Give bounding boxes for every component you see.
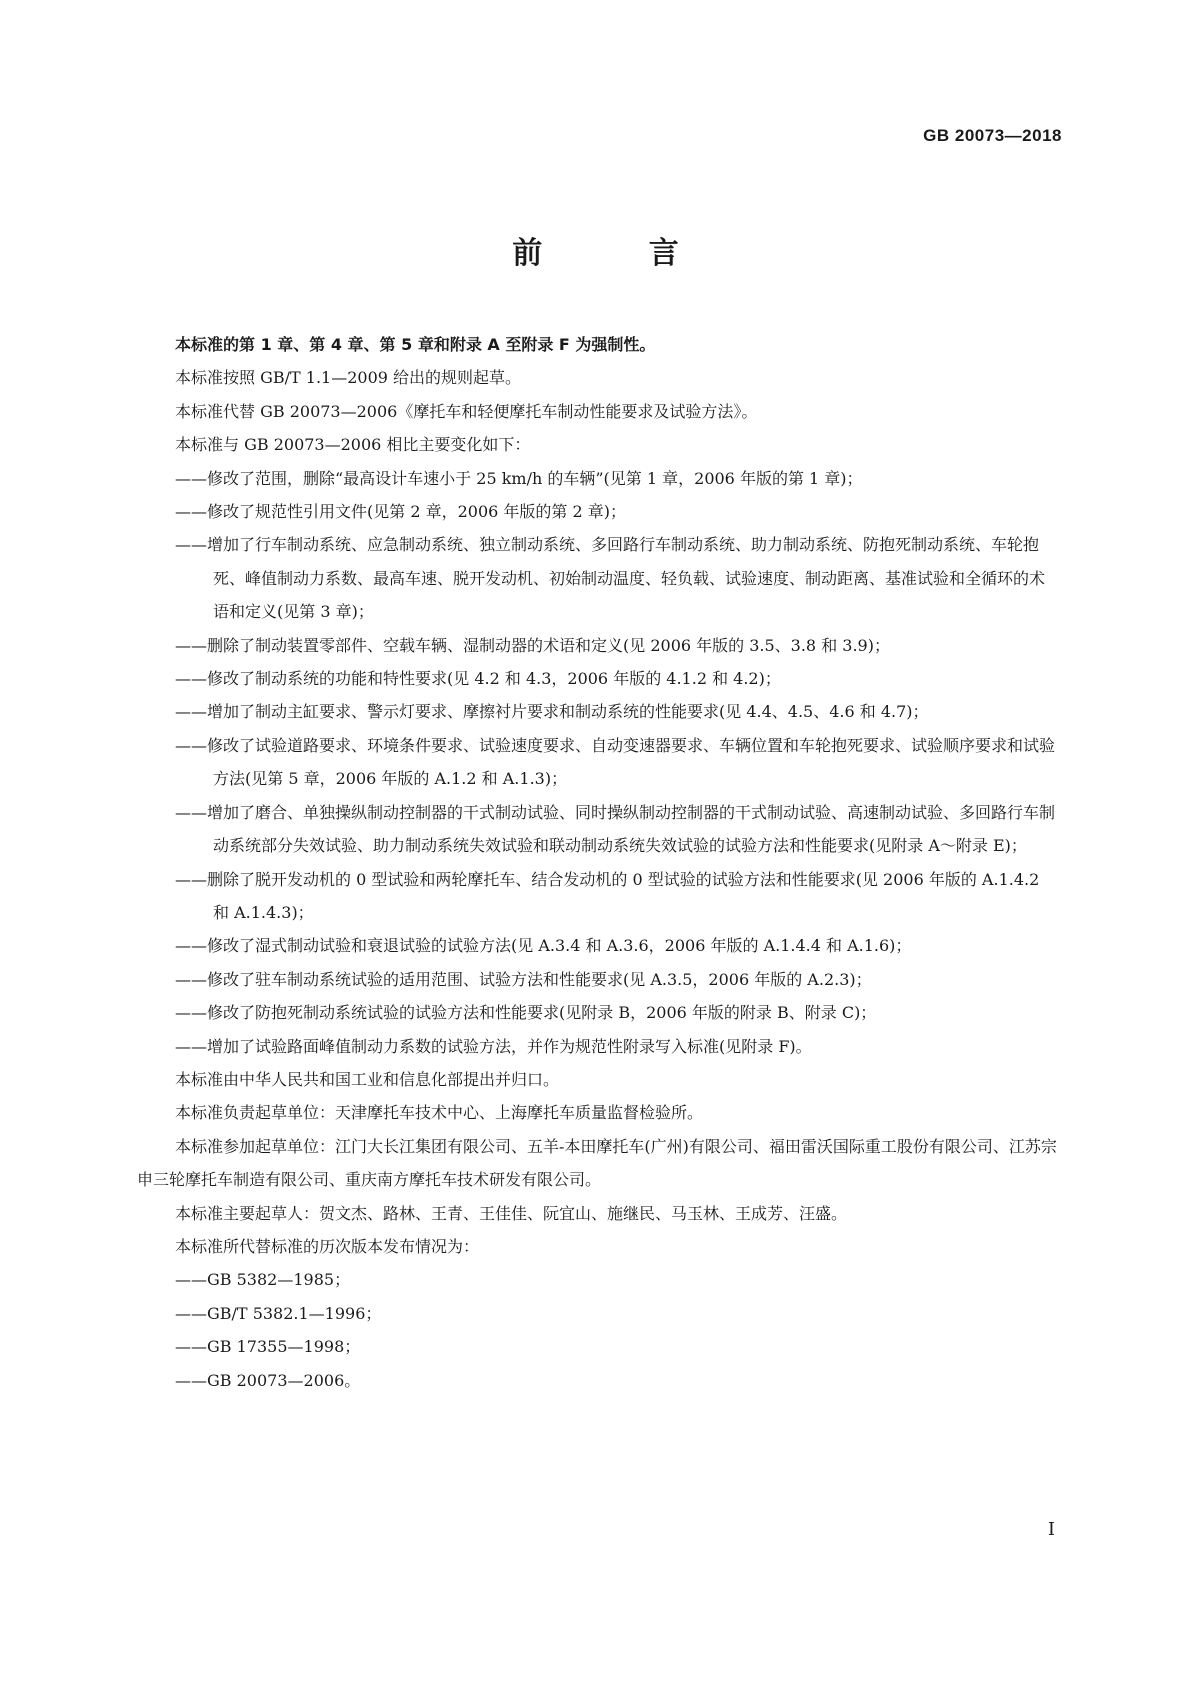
change-item: ——增加了行车制动系统、应急制动系统、独立制动系统、多回路行车制动系统、助力制动系统、防抱死制动系统、车轮抱死、峰值制动力系数、最高车速、脱开发动机、初始制动温度、轻负载、试验速度、制动距离、基准试验和全循环的术语和定义(见第 3 章)； — [175, 535, 1046, 622]
mandatory-statement: 本标准的第 1 章、第 4 章、第 5 章和附录 A 至附录 F 为强制性。 — [175, 335, 656, 354]
paragraph-participating-drafters: 本标准参加起草单位：江门大长江集团有限公司、五羊-本田摩托车(广州)有限公司、福田雷沃国际重工股份有限公司、江苏宗申三轮摩托车制造有限公司、重庆南方摩托车技术研发有限公司。 — [137, 1136, 1057, 1190]
paragraph-main-drafters: 本标准主要起草人：贺文杰、路林、王青、王佳佳、阮宜山、施继民、马玉林、王成芳、汪盛。 — [175, 1203, 848, 1223]
change-item: ——删除了脱开发动机的 0 型试验和两轮摩托车、结合发动机的 0 型试验的试验方法和性能要求(见 2006 年版的 A.1.4.2 和 A.1.4.3)； — [175, 869, 1040, 922]
page-number: I — [1047, 1519, 1055, 1540]
change-item: ——增加了制动主缸要求、警示灯要求、摩擦衬片要求和制动系统的性能要求(见 4.4、4.5、4.6 和 4.7)； — [175, 702, 929, 722]
change-item: ——删除了制动装置零部件、空载车辆、湿制动器的术语和定义(见 2006 年版的 3.5、3.8 和 3.9)； — [175, 635, 890, 655]
paragraph-history-intro: 本标准所代替标准的历次版本发布情况为： — [175, 1236, 480, 1256]
foreword-body — [137, 328, 1057, 1397]
change-item: ——修改了制动系统的功能和特性要求(见 4.2 和 4.3，2006 年版的 4.1.2 和 4.2)； — [175, 669, 781, 689]
change-item: ——修改了湿式制动试验和衰退试验的试验方法(见 A.3.4 和 A.3.6，2006 年版的 A.1.4.4 和 A.1.6)； — [175, 936, 912, 956]
change-item: ——修改了规范性引用文件(见第 2 章，2006 年版的第 2 章)； — [175, 502, 626, 522]
change-item: ——增加了磨合、单独操纵制动控制器的干式制动试验、同时操纵制动控制器的干式制动试验、高速制动试验、多回路行车制动系统部分失效试验、助力制动系统失效试验和联动制动系统失效试验的试验方法和性能要求(见附录 A～附录 E)； — [175, 802, 1056, 856]
change-item: ——修改了试验道路要求、环境条件要求、试验速度要求、自动变速器要求、车辆位置和车轮抱死要求、试验顺序要求和试验方法(见第 5 章，2006 年版的 A.1.2 和 A.1.3)； — [175, 735, 1056, 789]
paragraph-responsible-drafters: 本标准负责起草单位：天津摩托车技术中心、上海摩托车质量监督检验所。 — [175, 1103, 704, 1123]
history-item: ——GB 20073—2006。 — [175, 1370, 361, 1390]
history-item: ——GB 5382—1985； — [175, 1270, 351, 1290]
history-item: ——GB/T 5382.1—1996； — [175, 1303, 382, 1323]
paragraph-drafting-rules: 本标准按照 GB/T 1.1—2009 给出的规则起草。 — [175, 368, 522, 388]
history-item: ——GB 17355—1998； — [175, 1337, 361, 1357]
change-item: ——修改了驻车制动系统试验的适用范围、试验方法和性能要求(见 A.3.5，2006 年版的 A.2.3)； — [175, 969, 872, 989]
paragraph-changes-intro: 本标准与 GB 20073—2006 相比主要变化如下： — [175, 435, 531, 455]
paragraph-replaces: 本标准代替 GB 20073—2006《摩托车和轻便摩托车制动性能要求及试验方法》。 — [175, 401, 758, 421]
change-item: ——增加了试验路面峰值制动力系数的试验方法，并作为规范性附录写入标准(见附录 F)。 — [175, 1036, 812, 1056]
page-title: 前 言 — [512, 236, 727, 271]
change-item: ——修改了防抱死制动系统试验的试验方法和性能要求(见附录 B，2006 年版的附录 B、附录 C)； — [175, 1003, 877, 1023]
standard-number: GB 20073—2018 — [923, 126, 1062, 145]
paragraph-proposer: 本标准由中华人民共和国工业和信息化部提出并归口。 — [175, 1069, 560, 1089]
change-item: ——修改了范围，删除“最高设计车速小于 25 km/h 的车辆”(见第 1 章，2006 年版的第 1 章)； — [175, 468, 863, 488]
